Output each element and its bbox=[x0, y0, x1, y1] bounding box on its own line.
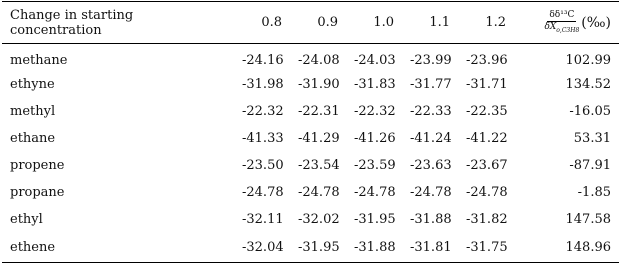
cell-value: -24.78 bbox=[410, 184, 452, 200]
species-name: ethane bbox=[10, 130, 56, 146]
species-name: ethene bbox=[2, 233, 234, 263]
cell-value: -31.77 bbox=[410, 76, 452, 92]
table-header bbox=[2, 2, 619, 44]
cell-value: -41.24 bbox=[410, 130, 452, 146]
cell-value: -41.26 bbox=[354, 130, 396, 146]
cell-value: -41.33 bbox=[242, 130, 284, 146]
cell-value: -22.35 bbox=[466, 103, 508, 119]
cell-value: -24.78 bbox=[298, 184, 340, 200]
sensitivity-value: -1.85 bbox=[577, 184, 611, 200]
cell-value: -31.95 bbox=[290, 233, 346, 263]
header-col-0: 0.8 bbox=[234, 2, 290, 44]
cell-value: -41.29 bbox=[298, 130, 340, 146]
cell-value: -32.02 bbox=[298, 211, 340, 227]
concentration-sensitivity-table bbox=[2, 1, 619, 263]
species-name: ethyne bbox=[10, 76, 55, 92]
header-col-3: 1.1 bbox=[402, 2, 458, 44]
cell-value: -31.88 bbox=[410, 211, 452, 227]
cell-value: -23.50 bbox=[242, 157, 284, 173]
fraction-numerator: δδ¹³C bbox=[549, 9, 575, 20]
cell-value: -24.16 bbox=[242, 52, 284, 68]
cell-value: -22.32 bbox=[354, 103, 396, 119]
cell-value: -31.75 bbox=[458, 233, 514, 263]
cell-value: -31.88 bbox=[346, 233, 402, 263]
cell-value: -22.33 bbox=[410, 103, 452, 119]
cell-value: -31.98 bbox=[242, 76, 284, 92]
header-col-4: 1.2 bbox=[458, 2, 514, 44]
sensitivity-value: 53.31 bbox=[573, 130, 611, 146]
table-row bbox=[2, 179, 619, 206]
cell-value: -41.22 bbox=[466, 130, 508, 146]
cell-value: -23.63 bbox=[410, 157, 452, 173]
cell-value: -23.59 bbox=[354, 157, 396, 173]
table-row bbox=[2, 71, 619, 98]
header-col-2: 1.0 bbox=[346, 2, 402, 44]
cell-value: -22.32 bbox=[242, 103, 284, 119]
header-row bbox=[2, 2, 619, 44]
table-row bbox=[2, 152, 619, 179]
cell-value: -32.11 bbox=[242, 211, 284, 227]
table-row bbox=[2, 98, 619, 125]
cell-value: -31.82 bbox=[466, 211, 508, 227]
cell-value: -23.54 bbox=[298, 157, 340, 173]
cell-value: -24.03 bbox=[354, 52, 396, 68]
cell-value: -24.08 bbox=[298, 52, 340, 68]
sensitivity-fraction bbox=[542, 10, 581, 36]
species-name: propene bbox=[10, 157, 65, 173]
cell-value: -23.96 bbox=[466, 52, 508, 68]
cell-value: -24.78 bbox=[354, 184, 396, 200]
cell-value: -32.04 bbox=[234, 233, 290, 263]
species-name: methyl bbox=[10, 103, 56, 119]
sensitivity-value: 134.52 bbox=[565, 76, 611, 92]
cell-value: -31.71 bbox=[466, 76, 508, 92]
cell-value: -31.95 bbox=[354, 211, 396, 227]
fraction-denominator bbox=[542, 22, 581, 36]
cell-value: -23.67 bbox=[466, 157, 508, 173]
sensitivity-value: 102.99 bbox=[565, 52, 611, 68]
species-name: propane bbox=[10, 184, 65, 200]
sensitivity-value: -16.05 bbox=[569, 103, 611, 119]
cell-value: -31.90 bbox=[298, 76, 340, 92]
denominator-subscript: o,C3H8 bbox=[556, 26, 580, 34]
table-row bbox=[2, 233, 619, 263]
table-body bbox=[2, 44, 619, 263]
header-col-1: 0.9 bbox=[290, 2, 346, 44]
header-first-col: Change in starting concentration bbox=[2, 2, 234, 44]
denominator-symbol: δX bbox=[544, 21, 557, 32]
cell-value: -31.83 bbox=[354, 76, 396, 92]
cell-value: -24.78 bbox=[242, 184, 284, 200]
cell-value: -22.31 bbox=[298, 103, 340, 119]
table-row bbox=[2, 206, 619, 233]
cell-value: -23.99 bbox=[410, 52, 452, 68]
sensitivity-value: 147.58 bbox=[565, 211, 611, 227]
sensitivity-value: -87.91 bbox=[569, 157, 611, 173]
species-name: ethyl bbox=[10, 211, 43, 227]
cell-value: -31.81 bbox=[402, 233, 458, 263]
table-row bbox=[2, 44, 619, 71]
sensitivity-value: 148.96 bbox=[514, 233, 619, 263]
header-sensitivity-col bbox=[514, 2, 619, 44]
table-row bbox=[2, 125, 619, 152]
sensitivity-unit: (‰) bbox=[581, 14, 611, 31]
species-name: methane bbox=[10, 52, 68, 68]
cell-value: -24.78 bbox=[466, 184, 508, 200]
